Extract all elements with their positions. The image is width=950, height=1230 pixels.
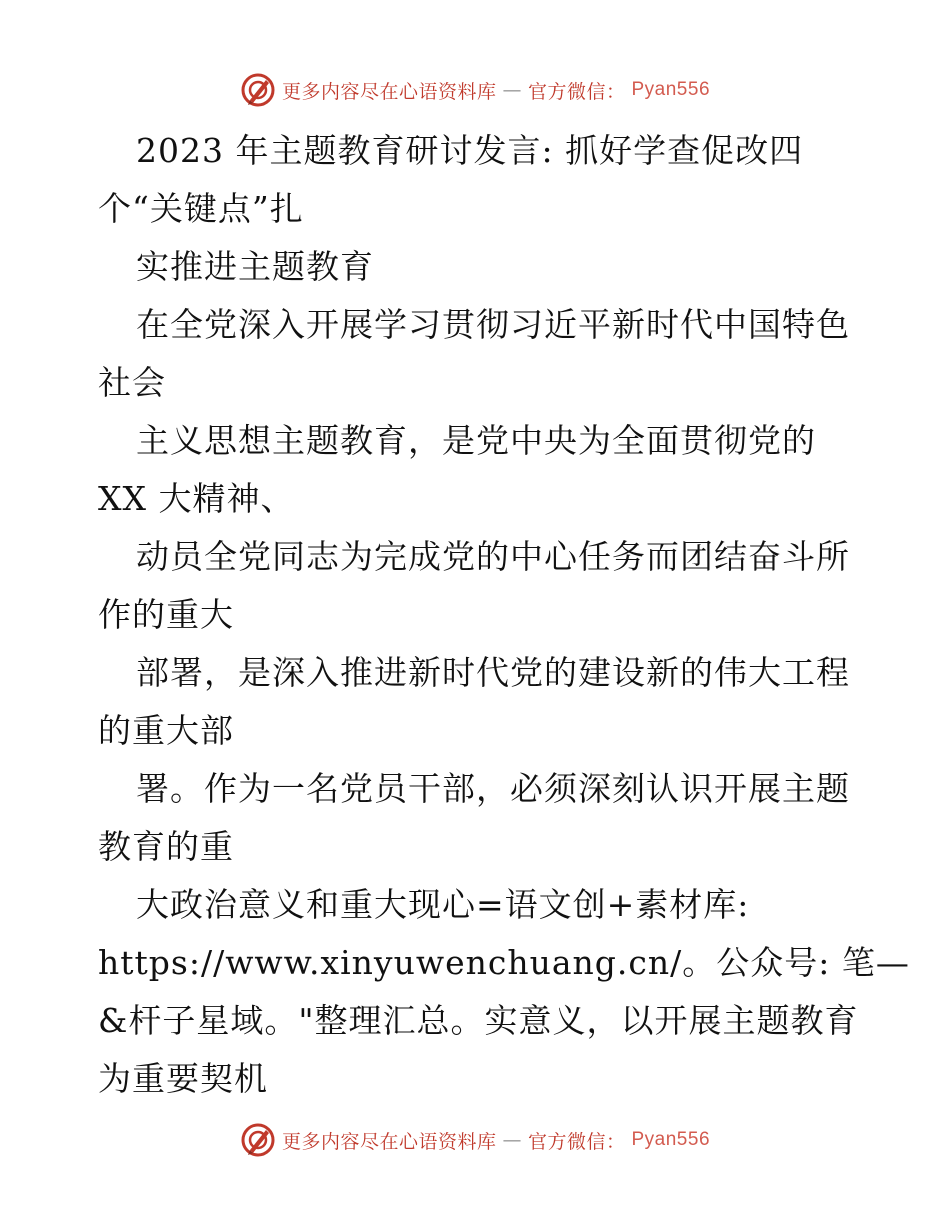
document-body [98, 122, 910, 1108]
footer-banner [0, 1120, 950, 1160]
text-line: &杆子星域。"整理汇总。实意义，以开展主题教育 [98, 1001, 859, 1040]
text-line: 个“关键点”扎 [98, 189, 304, 228]
text-line: 动员全党同志为完成党的中心任务而团结奋斗所 [136, 537, 850, 576]
text-line: 社会 [98, 363, 166, 402]
logo-icon [240, 1122, 276, 1158]
logo-icon [240, 72, 276, 108]
text-line: 部署，是深入推进新时代党的建设新的伟大工程 [136, 653, 850, 692]
text-line: 在全党深入开展学习贯彻习近平新时代中国特色 [136, 305, 850, 344]
text-line: 大政治意义和重大现心=语文创+素材库: [136, 885, 750, 924]
banner-wechat-id: Pyan556 [631, 1129, 711, 1150]
banner-wechat-label: 官方微信： [527, 80, 626, 103]
text-line: 的重大部 [98, 711, 234, 750]
banner-separator: — [502, 1129, 522, 1151]
banner-site-name: 更多内容尽在心语资料库 [281, 80, 497, 103]
text-line: https://www.xinyuwenchuang.cn/。公众号: 笔— [98, 943, 910, 982]
text-line: 为重要契机 [98, 1059, 268, 1098]
header-banner [0, 70, 950, 110]
text-line: 署。作为一名党员干部，必须深刻认识开展主题 [136, 769, 850, 808]
banner-wechat-label: 官方微信： [527, 1130, 626, 1153]
text-line: 作的重大 [98, 595, 234, 634]
banner-separator: — [502, 79, 522, 101]
text-line: 教育的重 [98, 827, 234, 866]
text-line: XX 大精神、 [98, 479, 295, 518]
banner-wechat-id: Pyan556 [631, 79, 711, 100]
text-line: 主义思想主题教育，是党中央为全面贯彻党的 [136, 421, 816, 460]
banner-site-name: 更多内容尽在心语资料库 [281, 1130, 497, 1153]
text-line: 实推进主题教育 [136, 247, 374, 286]
text-line: 2023 年主题教育研讨发言: 抓好学查促改四 [136, 131, 804, 170]
